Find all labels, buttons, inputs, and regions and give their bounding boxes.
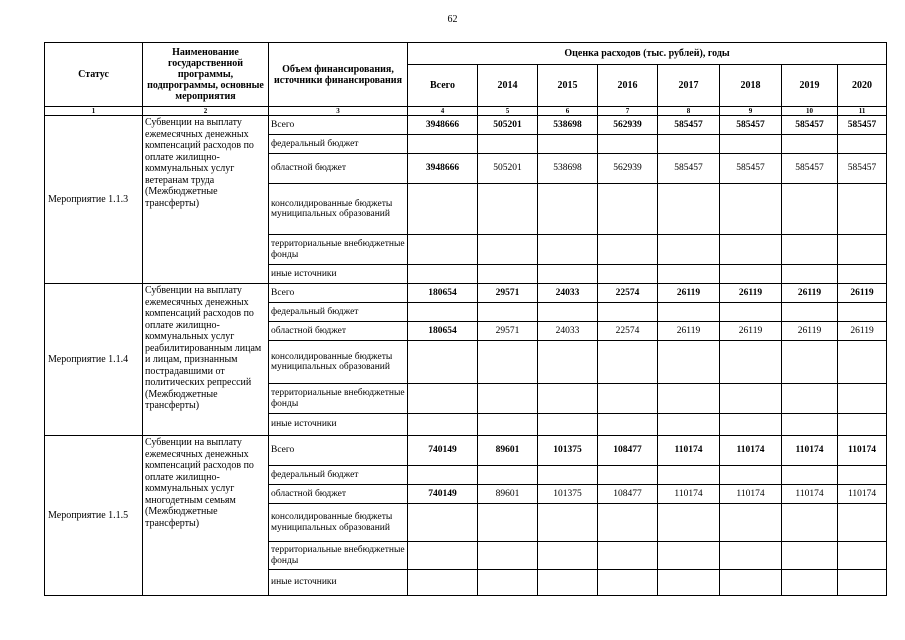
value-total [408, 341, 478, 384]
value-year [538, 466, 598, 485]
value-year [838, 542, 887, 570]
value-year [782, 135, 838, 154]
value-year [782, 303, 838, 322]
value-year: 26119 [838, 284, 887, 303]
value-year: 24033 [538, 284, 598, 303]
value-year [598, 235, 658, 265]
value-year [658, 542, 720, 570]
value-year [598, 466, 658, 485]
value-year: 505201 [478, 116, 538, 135]
value-total [408, 135, 478, 154]
value-total [408, 542, 478, 570]
column-index-row [45, 107, 887, 116]
value-year [478, 466, 538, 485]
value-year [658, 504, 720, 542]
value-year [720, 235, 782, 265]
header-year-2019: 2019 [782, 65, 838, 107]
value-year [782, 341, 838, 384]
value-year [538, 265, 598, 284]
value-year: 26119 [720, 322, 782, 341]
value-total [408, 570, 478, 596]
table-row [45, 436, 887, 466]
value-year: 585457 [838, 154, 887, 184]
value-year [838, 414, 887, 436]
value-year [478, 384, 538, 414]
value-year [538, 414, 598, 436]
value-year: 585457 [720, 116, 782, 135]
value-year [598, 341, 658, 384]
measure-description: Субвенции на выплату ежемесячных денежных компенсаций расходов по оплате жилищно-коммунальных услуг реабилитированным лицам и лицам, признанным пострадавшими от политических репрессий (Межбюджетные трансферты) [143, 284, 269, 436]
value-year: 562939 [598, 154, 658, 184]
value-year [720, 135, 782, 154]
measure-description: Субвенции на выплату ежемесячных денежных компенсаций расходов по оплате жилищно-коммунальных услуг многодетным семьям (Межбюджетные трансферты) [143, 436, 269, 596]
value-year [838, 184, 887, 235]
value-year [838, 135, 887, 154]
value-year [598, 184, 658, 235]
value-year [538, 184, 598, 235]
financing-source: консолидированные бюджеты муниципальных образований [269, 184, 408, 235]
value-year [478, 341, 538, 384]
value-year: 108477 [598, 485, 658, 504]
value-year [598, 265, 658, 284]
value-year [838, 341, 887, 384]
value-year [478, 303, 538, 322]
value-year [720, 570, 782, 596]
value-year: 101375 [538, 485, 598, 504]
value-year: 22574 [598, 284, 658, 303]
value-year: 538698 [538, 116, 598, 135]
value-year [838, 303, 887, 322]
value-total [408, 466, 478, 485]
value-year: 26119 [782, 284, 838, 303]
value-year [838, 466, 887, 485]
value-year [538, 570, 598, 596]
value-year: 538698 [538, 154, 598, 184]
value-year [538, 384, 598, 414]
column-index: 10 [782, 107, 838, 116]
header-year-2018: 2018 [720, 65, 782, 107]
value-year: 22574 [598, 322, 658, 341]
value-year: 26119 [838, 322, 887, 341]
column-index: 11 [838, 107, 887, 116]
value-year [782, 184, 838, 235]
value-year: 505201 [478, 154, 538, 184]
value-year: 26119 [782, 322, 838, 341]
header-year-2016: 2016 [598, 65, 658, 107]
column-index: 2 [143, 107, 269, 116]
value-year: 29571 [478, 284, 538, 303]
value-total [408, 184, 478, 235]
financing-source: Всего [269, 116, 408, 135]
column-index: 8 [658, 107, 720, 116]
value-year: 585457 [782, 116, 838, 135]
financing-source: федеральный бюджет [269, 466, 408, 485]
value-year [658, 466, 720, 485]
value-total: 180654 [408, 322, 478, 341]
financing-source: иные источники [269, 570, 408, 596]
value-year [658, 265, 720, 284]
value-year [538, 542, 598, 570]
column-index: 3 [269, 107, 408, 116]
measure-status: Мероприятие 1.1.4 [45, 284, 143, 436]
header-year-2015: 2015 [538, 65, 598, 107]
header-year-2014: 2014 [478, 65, 538, 107]
value-year: 89601 [478, 485, 538, 504]
value-year [720, 542, 782, 570]
value-year: 110174 [838, 485, 887, 504]
value-year: 585457 [782, 154, 838, 184]
value-year [478, 184, 538, 235]
value-year: 562939 [598, 116, 658, 135]
table-row [45, 116, 887, 135]
value-year [720, 341, 782, 384]
value-year [478, 265, 538, 284]
value-year: 26119 [720, 284, 782, 303]
column-index: 7 [598, 107, 658, 116]
column-index: 9 [720, 107, 782, 116]
value-year [598, 542, 658, 570]
value-total [408, 265, 478, 284]
value-total [408, 504, 478, 542]
value-year [478, 542, 538, 570]
value-year [478, 135, 538, 154]
value-year [838, 504, 887, 542]
value-year [720, 414, 782, 436]
value-total: 740149 [408, 436, 478, 466]
page-number: 62 [447, 14, 458, 25]
financing-source: областной бюджет [269, 154, 408, 184]
value-total: 180654 [408, 284, 478, 303]
value-year [720, 265, 782, 284]
value-year [658, 384, 720, 414]
value-year: 110174 [720, 485, 782, 504]
value-year [598, 570, 658, 596]
value-year: 108477 [598, 436, 658, 466]
value-year [838, 265, 887, 284]
measure-status: Мероприятие 1.1.5 [45, 436, 143, 596]
value-year: 110174 [658, 485, 720, 504]
value-total [408, 235, 478, 265]
header-program: Наименование государственной программы, подпрограммы, основные мероприятия [143, 43, 269, 107]
column-index: 5 [478, 107, 538, 116]
financing-source: Всего [269, 284, 408, 303]
value-year [538, 235, 598, 265]
value-year [782, 542, 838, 570]
value-year [538, 504, 598, 542]
financing-source: консолидированные бюджеты муниципальных образований [269, 341, 408, 384]
value-year: 585457 [658, 154, 720, 184]
value-year: 585457 [838, 116, 887, 135]
financing-source: Всего [269, 436, 408, 466]
value-year: 110174 [720, 436, 782, 466]
value-year [538, 341, 598, 384]
column-index: 6 [538, 107, 598, 116]
measure-status: Мероприятие 1.1.3 [45, 116, 143, 284]
header-year-2017: 2017 [658, 65, 720, 107]
value-year [658, 414, 720, 436]
financing-table [44, 42, 887, 596]
value-year [598, 135, 658, 154]
value-year [782, 570, 838, 596]
value-year [658, 135, 720, 154]
value-year [720, 504, 782, 542]
value-year [782, 235, 838, 265]
value-year [838, 570, 887, 596]
header-year-2020: 2020 [838, 65, 887, 107]
value-year [782, 414, 838, 436]
measure-description: Субвенции на выплату ежемесячных денежных компенсаций расходов по оплате жилищно-коммунальных услуг ветеранам труда (Межбюджетные трансферты) [143, 116, 269, 284]
financing-source: федеральный бюджет [269, 303, 408, 322]
value-total: 740149 [408, 485, 478, 504]
header-financing: Объем финансирования, источники финансирования [269, 43, 408, 107]
value-year [782, 504, 838, 542]
financing-source: областной бюджет [269, 322, 408, 341]
financing-source: территориальные внебюджетные фонды [269, 542, 408, 570]
financing-source: территориальные внебюджетные фонды [269, 384, 408, 414]
value-year [658, 184, 720, 235]
financing-source: областной бюджет [269, 485, 408, 504]
column-index: 4 [408, 107, 478, 116]
value-year: 101375 [538, 436, 598, 466]
value-year [478, 570, 538, 596]
value-year [478, 414, 538, 436]
value-year: 26119 [658, 322, 720, 341]
value-total [408, 414, 478, 436]
table-row [45, 284, 887, 303]
value-year: 110174 [782, 436, 838, 466]
value-year [598, 414, 658, 436]
header-estimate: Оценка расходов (тыс. рублей), годы [408, 43, 887, 65]
value-year: 110174 [838, 436, 887, 466]
value-year: 585457 [720, 154, 782, 184]
value-total: 3948666 [408, 116, 478, 135]
value-year [598, 384, 658, 414]
value-year: 585457 [658, 116, 720, 135]
value-total [408, 303, 478, 322]
value-year: 110174 [782, 485, 838, 504]
value-year [538, 303, 598, 322]
value-year [720, 466, 782, 485]
value-year [782, 265, 838, 284]
financing-source: иные источники [269, 414, 408, 436]
header-status: Статус [45, 43, 143, 107]
value-year [720, 184, 782, 235]
value-year: 110174 [658, 436, 720, 466]
header-total: Всего [408, 65, 478, 107]
value-year [658, 235, 720, 265]
value-year: 26119 [658, 284, 720, 303]
value-total: 3948666 [408, 154, 478, 184]
financing-source: федеральный бюджет [269, 135, 408, 154]
value-year [478, 504, 538, 542]
value-year [598, 504, 658, 542]
value-year [782, 384, 838, 414]
value-total [408, 384, 478, 414]
value-year [720, 303, 782, 322]
value-year [658, 303, 720, 322]
value-year [538, 135, 598, 154]
column-index: 1 [45, 107, 143, 116]
value-year: 24033 [538, 322, 598, 341]
value-year [658, 570, 720, 596]
value-year [782, 466, 838, 485]
value-year [720, 384, 782, 414]
value-year [838, 235, 887, 265]
financing-source: иные источники [269, 265, 408, 284]
financing-source: территориальные внебюджетные фонды [269, 235, 408, 265]
value-year [658, 341, 720, 384]
value-year [478, 235, 538, 265]
value-year: 89601 [478, 436, 538, 466]
value-year: 29571 [478, 322, 538, 341]
value-year [838, 384, 887, 414]
value-year [598, 303, 658, 322]
financing-source: консолидированные бюджеты муниципальных образований [269, 504, 408, 542]
